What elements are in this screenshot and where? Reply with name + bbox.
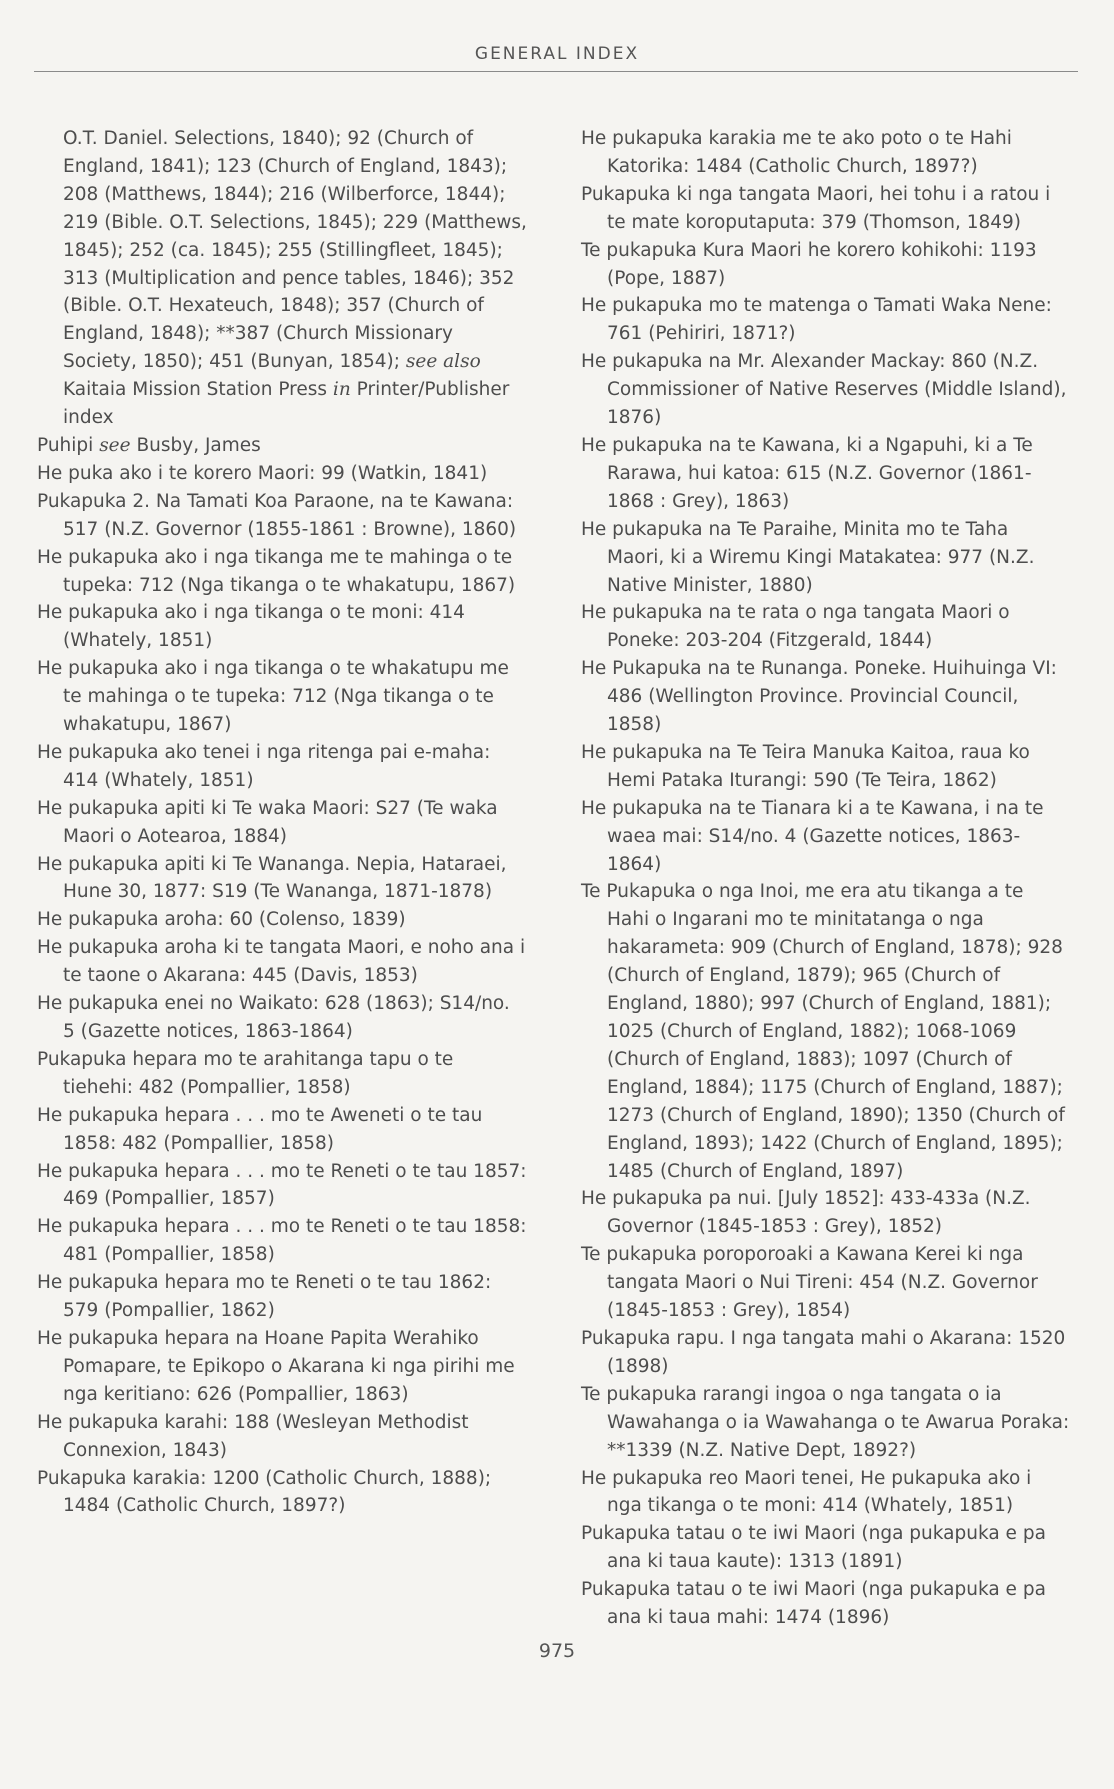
entry-text: Te pukapuka Kura Maori he korero kohikohi: 1193 (Pope, 1887) bbox=[581, 239, 1037, 289]
index-entry bbox=[581, 292, 1071, 348]
entry-text: He pukapuka ako tenei i nga ritenga pai e-maha: 414 (Whately, 1851) bbox=[37, 741, 491, 791]
index-entry bbox=[37, 934, 527, 990]
entry-text: Pukapuka ki nga tangata Maori, hei tohu i a ratou i te mate koroputaputa: 379 (Thomson, 1849) bbox=[581, 183, 1051, 233]
entry-text: He pukapuka na te Tianara ki a te Kawana, i na te waea mai: S14/no. 4 (Gazette notices, 1863-1864) bbox=[581, 797, 1044, 875]
entry-text: He pukapuka na te rata o nga tangata Maori o Poneke: 203-204 (Fitzgerald, 1844) bbox=[581, 602, 1010, 652]
index-entry bbox=[581, 655, 1071, 739]
header-rule bbox=[34, 71, 1078, 72]
index-entry bbox=[581, 237, 1071, 293]
entry-text: Printer/Publisher index bbox=[63, 379, 510, 429]
index-entry bbox=[581, 1465, 1071, 1521]
index-entry bbox=[37, 655, 527, 739]
entry-text: He pukapuka reo Maori tenei, He pukapuka ako i nga tikanga o te moni: 414 (Whately, 1851) bbox=[581, 1467, 1032, 1517]
cross-reference-term: in bbox=[332, 379, 351, 401]
index-entry bbox=[581, 348, 1071, 432]
entry-text: He pukapuka apiti ki Te waka Maori: S27 (Te waka Maori o Aotearoa, 1884) bbox=[37, 797, 498, 847]
entry-text: He pukapuka enei no Waikato: 628 (1863); S14/no. 5 (Gazette notices, 1863-1864) bbox=[37, 993, 510, 1042]
entry-text: Pukapuka rapu. I nga tangata mahi o Akarana: 1520 (1898) bbox=[581, 1327, 1066, 1377]
index-entry bbox=[581, 432, 1071, 516]
index-entry bbox=[581, 878, 1071, 1185]
index-column-left bbox=[37, 125, 527, 1520]
cross-reference-term: see also bbox=[405, 351, 481, 373]
index-entry bbox=[581, 599, 1071, 655]
entry-text: He pukapuka ako i nga tikanga me te mahinga o te tupeka: 712 (Nga tikanga o te whakatupu, 1867) bbox=[37, 546, 516, 596]
index-entry bbox=[37, 1325, 527, 1409]
entry-text: Busby, James bbox=[130, 434, 261, 456]
index-entry bbox=[37, 125, 527, 432]
entry-text: Te pukapuka poroporoaki a Kawana Kerei ki nga tangata Maori o Nui Tireni: 454 (N.Z. Governor (1845-1853 : Grey), 1854) bbox=[581, 1244, 1038, 1322]
entry-text: He pukapuka na Mr. Alexander Mackay: 860 (N.Z. Commissioner of Native Reserves (Middle Island), 1876) bbox=[581, 351, 1067, 429]
index-entry bbox=[37, 544, 527, 600]
running-header: GENERAL INDEX bbox=[474, 44, 640, 64]
index-entry bbox=[37, 795, 527, 851]
entry-text: He puka ako i te korero Maori: 99 (Watkin, 1841) bbox=[37, 462, 488, 484]
index-entry bbox=[581, 1576, 1071, 1632]
entry-text: He pukapuka na te Kawana, ki a Ngapuhi, ki a Te Rarawa, hui katoa: 615 (N.Z. Governor (1861-1868 : Grey), 1863) bbox=[581, 434, 1033, 512]
entry-text: Pukapuka karakia: 1200 (Catholic Church, 1888); 1484 (Catholic Church, 1897?) bbox=[37, 1467, 492, 1517]
page-number: 975 bbox=[538, 1640, 576, 1662]
index-entry bbox=[37, 1409, 527, 1465]
index-entry bbox=[37, 990, 527, 1046]
index-entry bbox=[37, 1269, 527, 1325]
index-entry bbox=[581, 1185, 1071, 1241]
entry-text: He pukapuka aroha ki te tangata Maori, e noho ana i te taone o Akarana: 445 (Davis, 1853) bbox=[37, 937, 526, 987]
index-entry bbox=[37, 599, 527, 655]
index-entry bbox=[37, 1102, 527, 1158]
entry-text: He pukapuka apiti ki Te Wananga. Nepia, Hataraei, Hune 30, 1877: S19 (Te Wananga, 1871-1878) bbox=[37, 853, 507, 903]
entry-text: He pukapuka hepara . . . mo te Reneti o te tau 1857: 469 (Pompallier, 1857) bbox=[37, 1160, 527, 1210]
index-entry bbox=[37, 432, 527, 460]
index-entry bbox=[37, 1213, 527, 1269]
entry-text: He pukapuka na Te Paraihe, Minita mo te Taha Maori, ki a Wiremu Kingi Matakatea: 977 (N.Z. Native Minister, 1880) bbox=[581, 518, 1035, 596]
cross-reference-term: see bbox=[99, 434, 131, 456]
index-entry bbox=[37, 488, 527, 544]
index-entry bbox=[581, 1241, 1071, 1325]
entry-text: He pukapuka hepara mo te Reneti o te tau 1862: 579 (Pompallier, 1862) bbox=[37, 1272, 492, 1322]
entry-text: He pukapuka karakia me te ako poto o te Hahi Katorika: 1484 (Catholic Church, 1897?) bbox=[581, 128, 1012, 177]
index-entry bbox=[37, 851, 527, 907]
entry-text: O.T. Daniel. Selections, 1840); 92 (Church of England, 1841); 123 (Church of England, 1843); 208 (Matthews, 1844); 216 (Wilberforce, 1844); 219 (Bible. O.T. Selections, 1845); 229 (Matthews, 1845); 252 (ca. 1845); 255 (Stillingfleet, 1845); 313 (Multiplication and pence tables, 1846); 352 (Bible. O.T. Hexateuch, 1848); 357 (Church of England, 1848); **387 (Church Missionary Society, 1850); 451 (Bunyan, 1854); bbox=[63, 128, 527, 373]
index-entry bbox=[37, 739, 527, 795]
index-entry bbox=[581, 1520, 1071, 1576]
entry-text: Te pukapuka rarangi ingoa o nga tangata o ia Wawahanga o ia Wawahanga o te Awarua Poraka: **1339 (N.Z. Native Dept, 1892?) bbox=[581, 1383, 1070, 1461]
index-entry bbox=[37, 1046, 527, 1102]
entry-text: Pukapuka hepara mo te arahitanga tapu o te tiehehi: 482 (Pompallier, 1858) bbox=[37, 1048, 454, 1098]
entry-text: Pukapuka tatau o te iwi Maori (nga pukapuka e pa ana ki taua mahi: 1474 (1896) bbox=[581, 1579, 1046, 1629]
index-entry bbox=[37, 1465, 527, 1521]
index-entry bbox=[37, 1158, 527, 1214]
index-entry bbox=[581, 795, 1071, 879]
entry-text: He pukapuka na Te Teira Manuka Kaitoa, raua ko Hemi Pataka Iturangi: 590 (Te Teira, 1862) bbox=[581, 741, 1030, 791]
index-entry bbox=[581, 181, 1071, 237]
index-entry bbox=[37, 460, 527, 488]
entry-text: Pukapuka tatau o te iwi Maori (nga pukapuka e pa ana ki taua kaute): 1313 (1891) bbox=[581, 1523, 1046, 1573]
entry-text: He pukapuka mo te matenga o Tamati Waka Nene: 761 (Pehiriri, 1871?) bbox=[581, 295, 1052, 345]
index-entry bbox=[581, 1325, 1071, 1381]
entry-text: He pukapuka aroha: 60 (Colenso, 1839) bbox=[37, 909, 406, 931]
entry-text: Puhipi bbox=[37, 434, 100, 456]
index-entry bbox=[581, 1381, 1071, 1465]
entry-text: He pukapuka ako i nga tikanga o te whakatupu me te mahinga o te tupeka: 712 (Nga tikanga o te whakatupu, 1867) bbox=[37, 658, 509, 736]
entry-text: He pukapuka hepara . . . mo te Reneti o te tau 1858: 481 (Pompallier, 1858) bbox=[37, 1216, 527, 1266]
entry-text: He pukapuka hepara . . . mo te Aweneti o te tau 1858: 482 (Pompallier, 1858) bbox=[37, 1104, 483, 1154]
index-entry bbox=[581, 516, 1071, 600]
entry-text: Pukapuka 2. Na Tamati Koa Paraone, na te Kawana: 517 (N.Z. Governor (1855-1861 : Browne), 1860) bbox=[37, 490, 517, 540]
entry-text: He pukapuka karahi: 188 (Wesleyan Methodist Connexion, 1843) bbox=[37, 1411, 469, 1461]
entry-text: He pukapuka hepara na Hoane Papita Werahiko Pomapare, te Epikopo o Akarana ki nga pirihi me nga keritiano: 626 (Pompallier, 1863) bbox=[37, 1327, 515, 1405]
entry-text: He Pukapuka na te Runanga. Poneke. Huihuinga VI: 486 (Wellington Province. Provincial Council, 1858) bbox=[581, 658, 1057, 736]
entry-text: He pukapuka ako i nga tikanga o te moni: 414 (Whately, 1851) bbox=[37, 602, 465, 652]
entry-text: Te Pukapuka o nga Inoi, me era atu tikanga a te Hahi o Ingarani mo te minitatanga o nga hakarameta: 909 (Church of England, 1878); 928 (Church of England, 1879); 965 (Church of England, 1880); 997 (Church of England, 1881); 1025 (Church of England, 1882); 1068-1069 (Church of England, 1883); 1097 (Church of England, 1884); 1175 (Church of England, 1887); 1273 (Church of England, 1890); 1350 (Church of England, 1893); 1422 (Church of England, 1895); 1485 (Church of England, 1897) bbox=[581, 881, 1065, 1182]
entry-text: He pukapuka pa nui. [July 1852]: 433-433a (N.Z. Governor (1845-1853 : Grey), 1852) bbox=[581, 1188, 1031, 1238]
entry-text: Kaitaia Mission Station Press bbox=[63, 379, 333, 401]
index-entry bbox=[581, 125, 1071, 181]
index-entry bbox=[37, 906, 527, 934]
index-column-right bbox=[581, 125, 1071, 1632]
index-entry bbox=[581, 739, 1071, 795]
